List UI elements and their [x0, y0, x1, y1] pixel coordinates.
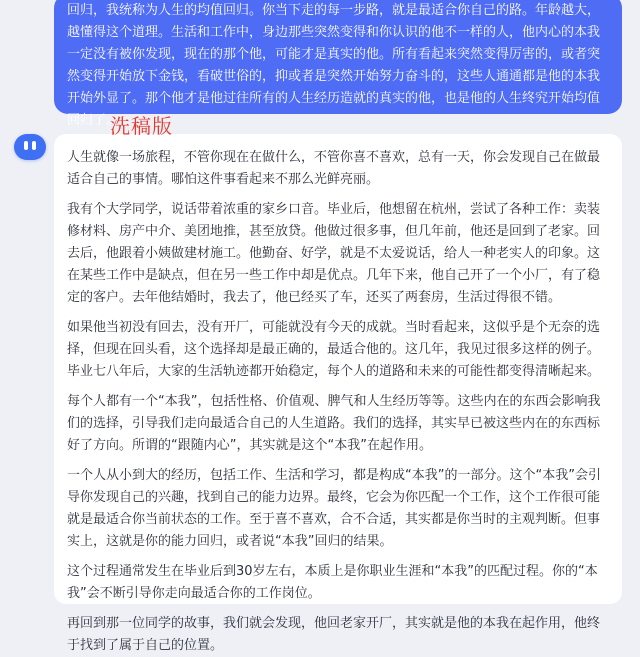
response-paragraph: 再回到那一位同学的故事，我们就会发现，他回老家开厂，其实就是他的本我在起作用，他终于找到了属于自己的位置。 — [67, 616, 601, 653]
robot-face-icon — [14, 134, 46, 160]
rewrite-annotation-label: 洗稿版 — [110, 114, 173, 138]
response-paragraph: 我有个大学同学，说话带着浓重的家乡口音。毕业后，他想留在杭州，尝试了各种工作：卖装修材料、房产中介、美团地推，甚至放贷。他做过很多事，但几年前，他还是回到了老家。回去后，他跟着小姨做建材施工。他勤奋、好学，就是不太爱说话，给人一种老实人的印象。这在某些工作中是缺点，但在另一些工作中却是优点。几年下来，他自己开了一个小厂，有了稳定的客户。去年他结婚时，我去了，他已经买了车，还买了两套房，生活过得很不错。 — [67, 202, 601, 305]
response-paragraph: 这个过程通常发生在毕业后到30岁左右，本质上是你职业生涯和“本我”的匹配过程。你的“本我”会不断引导你走向最适合你的工作岗位。 — [67, 564, 598, 601]
avatar-right-eye — [32, 141, 36, 150]
response-paragraph: 一个人从小到大的经历，包括工作、生活和学习，都是构成“本我”的一部分。这个“本我”会引导你发现自己的兴趣，找到自己的能力边界。最终，它会为你匹配一个工作，这个工作很可能就是最适合你当前状态的工作。至于喜不喜欢，合不合适，其实都是你当时的主观判断。但事实上，这就是你的能力回归，或者说“本我”回归的结果。 — [67, 468, 601, 549]
response-paragraph: 每个人都有一个“本我”，包括性格、价值观、脾气和人生经历等等。这些内在的东西会影响我们的选择，引导我们走向最适合自己的人生道路。我们的选择，其实早已被这些内在的东西标好了方向。所谓的“跟随内心”，其实就是这个“本我”在起作用。 — [67, 394, 601, 453]
response-paragraph: 如果他当初没有回去，没有开厂，可能就没有今天的成就。当时看起来，这似乎是个无奈的选择，但现在回头看，这个选择却是最正确的，最适合他的。这几年，我见过很多这样的例子。毕业七八年后，大家的生活轨迹都开始稳定，每个人的道路和未来的可能性都变得清晰起来。 — [67, 320, 601, 379]
user-message-text: 回归，我统称为人生的均值回归。你当下走的每一步路，就是最适合你自己的路。年龄越大，越懂得这个道理。生活和工作中，身边那些突然变得和你认识的他不一样的人，他内心的本我一定没有被你发现，现在的那个他，可能才是真实的他。所有看起来突然变得厉害的，或者突然变得开始放下金钱，看破世俗的，抑或者是突然开始努力奋斗的，这些人通通都是他的本我开始外显了。那个他才是他过往所有的人生经历造就的真实的他，也是他的人生终究开始均值回归了。 — [67, 3, 601, 128]
response-paragraph: 人生就像一场旅程，不管你现在在做什么，不管你喜不喜欢，总有一天，你会发现自己在做最适合自己的事情。哪怕这件事看起来不那么光鲜亮丽。 — [67, 150, 601, 187]
assistant-response-card — [54, 134, 622, 653]
avatar-left-eye — [24, 141, 28, 150]
